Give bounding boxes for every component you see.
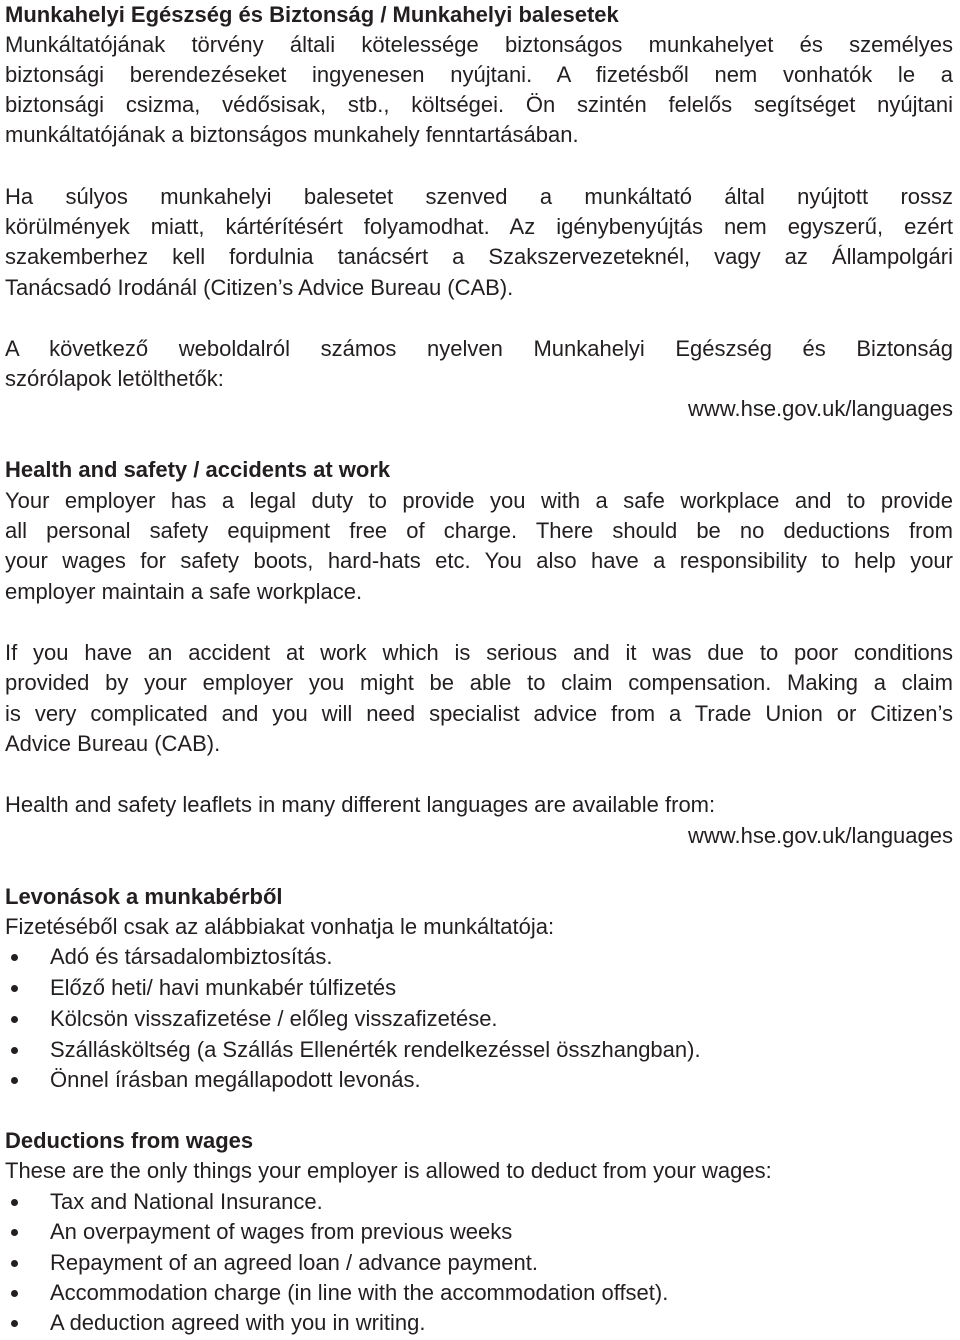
list-item-text: Accommodation charge (in line with the accommodation offset). xyxy=(50,1280,669,1305)
list-item xyxy=(5,1004,953,1034)
section-heading-hu-health: Munkahelyi Egészség és Biztonság / Munkahelyi balesetek xyxy=(5,2,619,27)
paragraph-line: biztonsági csizma, védősisak, stb., költségei. Ön szintén felelős segítséget nyújtani xyxy=(5,92,953,117)
website-url: www.hse.gov.uk/languages xyxy=(688,823,953,848)
paragraph-line: Ha súlyos munkahelyi balesetet szenved a munkáltató által nyújtott rossz xyxy=(5,184,953,209)
list-item xyxy=(5,1035,953,1065)
paragraph-line: provided by your employer you might be able to claim compensation. Making a claim xyxy=(5,670,953,695)
list-item xyxy=(5,1248,953,1278)
paragraph-line: Fizetéséből csak az alábbiakat vonhatja le munkáltatója: xyxy=(5,914,555,939)
paragraph-line: Tanácsadó Irodánál (Citizen’s Advice Bureau (CAB). xyxy=(5,275,514,300)
list-item xyxy=(5,1187,953,1217)
paragraph-line: munkáltatójának a biztonságos munkahely fenntartásában. xyxy=(5,122,579,147)
list-item xyxy=(5,942,953,972)
bullet-icon xyxy=(11,954,18,961)
list-item-text: Kölcsön visszafizetése / előleg visszafizetése. xyxy=(50,1006,498,1031)
list-item-text: Tax and National Insurance. xyxy=(50,1189,323,1214)
paragraph-line: Health and safety leaflets in many different languages are available from: xyxy=(5,792,716,817)
bullet-icon xyxy=(11,1290,18,1297)
paragraph-line: is very complicated and you will need specialist advice from a Trade Union or Citizen’s xyxy=(5,701,953,726)
list-item-text: An overpayment of wages from previous weeks xyxy=(50,1219,513,1244)
list-item xyxy=(5,973,953,1003)
bullet-icon xyxy=(11,1320,18,1327)
paragraph-line: Your employer has a legal duty to provide you with a safe workplace and to provide xyxy=(5,488,953,513)
paragraph-line: szórólapok letölthetők: xyxy=(5,366,224,391)
paragraph-line: These are the only things your employer is allowed to deduct from your wages: xyxy=(5,1158,772,1183)
paragraph-line: A következő weboldalról számos nyelven Munkahelyi Egészség és Biztonság xyxy=(5,336,953,361)
bullet-icon xyxy=(11,1047,18,1054)
list-item xyxy=(5,1308,953,1338)
paragraph-line: szakemberhez kell fordulnia tanácsért a Szakszervezeteknél, vagy az Állampolgári xyxy=(5,244,953,269)
bullet-icon xyxy=(11,1016,18,1023)
list-item xyxy=(5,1065,953,1095)
bullet-icon xyxy=(11,985,18,992)
list-item-text: Repayment of an agreed loan / advance payment. xyxy=(50,1250,538,1275)
bullet-icon xyxy=(11,1199,18,1206)
website-url: www.hse.gov.uk/languages xyxy=(688,396,953,421)
list-item-text: Önnel írásban megállapodott levonás. xyxy=(50,1067,421,1092)
paragraph-line: If you have an accident at work which is serious and it was due to poor conditions xyxy=(5,640,953,665)
paragraph-line: your wages for safety boots, hard-hats etc. You also have a responsibility to help your xyxy=(5,548,953,573)
bullet-icon xyxy=(11,1260,18,1267)
list-item xyxy=(5,1217,953,1247)
paragraph-line: all personal safety equipment free of charge. There should be no deductions from xyxy=(5,518,953,543)
list-item-text: A deduction agreed with you in writing. xyxy=(50,1310,426,1335)
list-item-text: Előző heti/ havi munkabér túlfizetés xyxy=(50,975,397,1000)
bullet-icon xyxy=(11,1077,18,1084)
section-heading-hu-deductions: Levonások a munkabérből xyxy=(5,884,283,909)
paragraph-line: Munkáltatójának törvény általi kötelessége biztonságos munkahelyet és személyes xyxy=(5,32,953,57)
section-heading-en-health: Health and safety / accidents at work xyxy=(5,457,391,482)
paragraph-line: körülmények miatt, kártérítésért folyamodhat. Az igénybenyújtás nem egyszerű, ezért xyxy=(5,214,953,239)
bullet-icon xyxy=(11,1229,18,1236)
paragraph-line: Advice Bureau (CAB). xyxy=(5,731,221,756)
paragraph-line: employer maintain a safe workplace. xyxy=(5,579,363,604)
list-item-text: Adó és társadalombiztosítás. xyxy=(50,944,333,969)
section-heading-en-deductions: Deductions from wages xyxy=(5,1128,254,1153)
list-item xyxy=(5,1278,953,1308)
list-item-text: Szállásköltség (a Szállás Ellenérték rendelkezéssel összhangban). xyxy=(50,1037,701,1062)
paragraph-line: biztonsági berendezéseket ingyenesen nyújtani. A fizetésből nem vonhatók le a xyxy=(5,62,953,87)
